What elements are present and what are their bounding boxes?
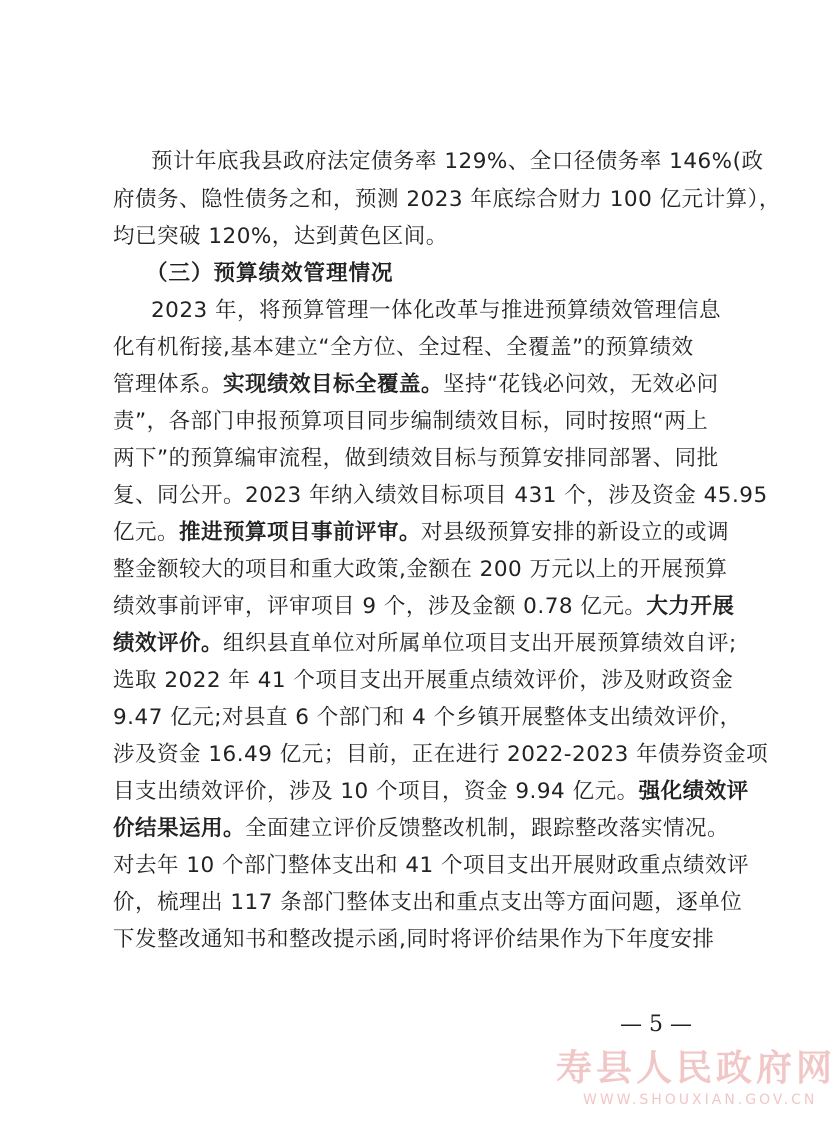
paragraph-line — [113, 592, 734, 622]
text-run: 全面建立评价反馈整改机制，跟踪整改落实情况。 — [245, 816, 730, 841]
paragraph-line — [113, 629, 737, 659]
paragraph-line: 9.47 亿元;对县直 6 个部门和 4 个乡镇开展整体支出绩效评价， — [113, 705, 742, 730]
text-run: 坚持“花钱必问效，无效必问 — [443, 372, 719, 397]
bold-phrase: 推进预算项目事前评审。 — [179, 520, 422, 545]
section-heading: （三）预算绩效管理情况 — [146, 261, 394, 286]
text-run: 绩效事前评审，评审项目 9 个，涉及金额 0.78 亿元。 — [113, 594, 647, 619]
paragraph-line: 化有机衔接,基本建立“全方位、全过程、全覆盖”的预算绩效 — [113, 335, 694, 360]
text-run: 管理体系。 — [113, 372, 224, 397]
watermark-site-name: 寿县人民政府网 — [556, 1047, 836, 1089]
paragraph-line: 府债务、隐性债务之和，预测 2023 年底综合财力 100 亿元计算）， — [113, 187, 781, 212]
paragraph-line — [113, 814, 729, 844]
paragraph-line: 价，梳理出 117 条部门整体支出和重点支出等方面问题，逐单位 — [113, 890, 743, 915]
bold-phrase: 实现绩效目标全覆盖。 — [223, 372, 444, 397]
paragraph-line: 2023 年，将预算管理一体化改革与推进预算绩效管理信息 — [151, 298, 722, 323]
paragraph-line: 涉及资金 16.49 亿元；目前，正在进行 2022-2023 年债券资金项 — [113, 742, 769, 767]
bold-phrase: 大力开展 — [646, 594, 735, 619]
paragraph-line — [113, 777, 749, 807]
paragraph-line: 选取 2022 年 41 个项目支出开展重点绩效评价，涉及财政资金 — [113, 668, 734, 693]
text-run: 对县级预算安排的新设立的或调 — [421, 520, 730, 545]
text-run: 目支出绩效评价，涉及 10 个项目，资金 9.94 亿元。 — [113, 779, 639, 804]
paragraph-line: 对去年 10 个部门整体支出和 41 个项目支出开展财政重点绩效评 — [113, 853, 750, 878]
text-run: 亿元。 — [113, 520, 180, 545]
paragraph-line: 责”，各部门申报预算项目同步编制绩效目标，同时按照“两上 — [113, 409, 709, 434]
text-run: 组织县直单位对所属单位项目支出开展预算绩效自评; — [223, 631, 737, 656]
bold-phrase: 价结果运用。 — [113, 816, 246, 841]
bold-phrase: 绩效评价。 — [113, 631, 224, 656]
bold-phrase: 强化绩效评 — [638, 779, 749, 804]
paragraph-line — [113, 518, 729, 548]
paragraph-line: 均已突破 120%，达到黄色区间。 — [113, 224, 448, 249]
page-number: — 5 — — [620, 1012, 692, 1037]
paragraph-line: 整金额较大的项目和重大政策,金额在 200 万元以上的开展预算 — [113, 557, 728, 582]
paragraph-line: 下发整改通知书和整改提示函,同时将评价结果作为下年度安排 — [113, 927, 715, 952]
watermark-site-url: WWW.SHOUXIAN.GOV.CN — [583, 1092, 818, 1108]
paragraph-line: 复、同公开。2023 年纳入绩效目标项目 431 个，涉及资金 45.95 — [113, 483, 768, 508]
paragraph-line: 预计年底我县政府法定债务率 129%、全口径债务率 146%(政 — [151, 149, 764, 174]
paragraph-line — [113, 370, 719, 400]
paragraph-line: 两下”的预算编审流程，做到绩效目标与预算安排同部署、同批 — [113, 446, 719, 471]
